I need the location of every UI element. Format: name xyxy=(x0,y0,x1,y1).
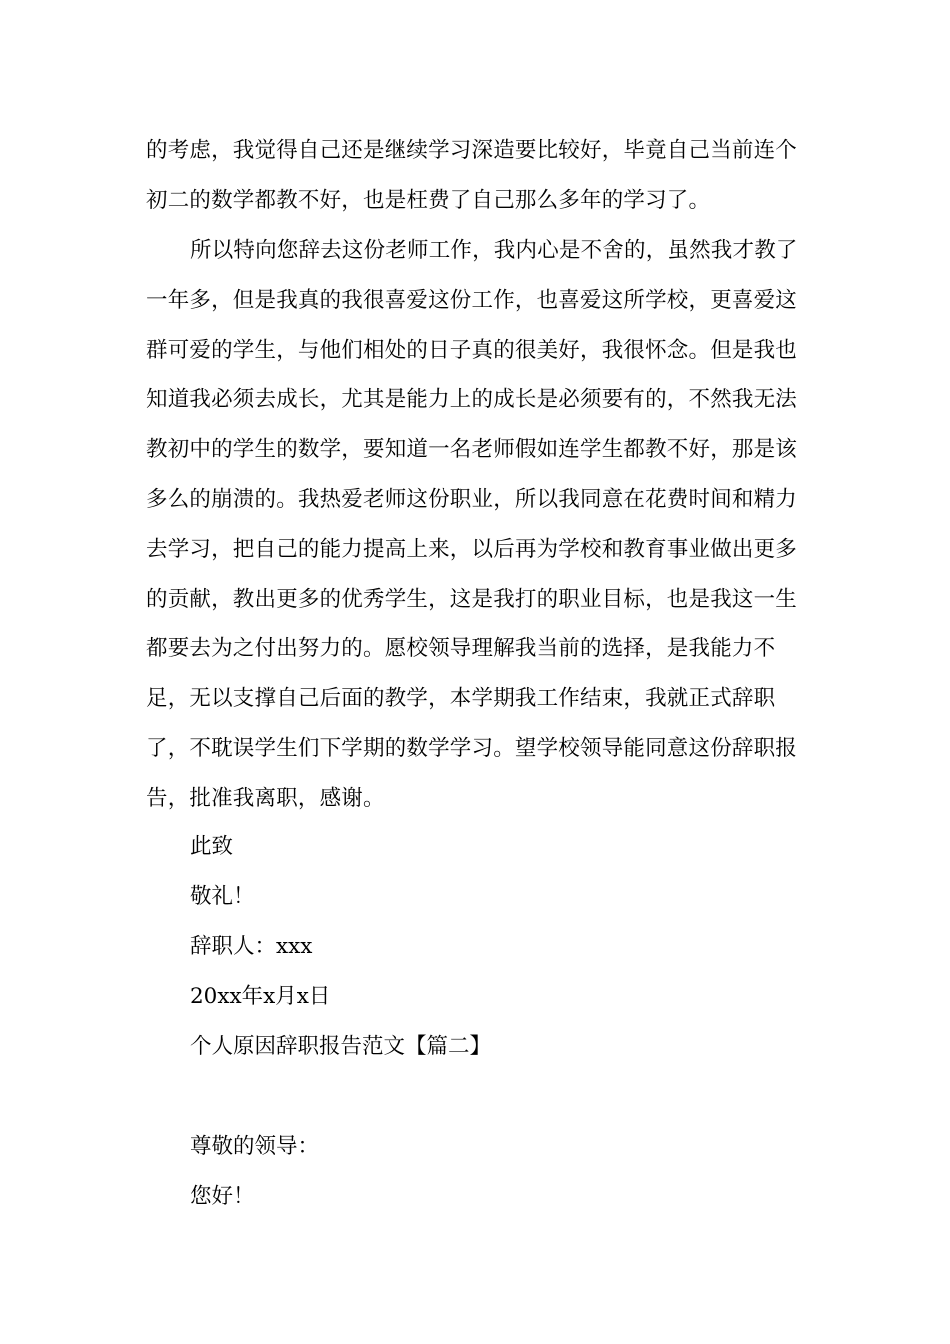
closing-line-2: 敬礼！ xyxy=(190,884,255,909)
salutation-line: 尊敬的领导： xyxy=(190,1134,320,1159)
paragraph-main: 所以特向您辞去这份老师工作，我内心是不舍的，虽然我才教了一年多，但是我真的我很喜爱这份工作，也喜爱这所学校，更喜爱这群可爱的学生，与他们相处的日子真的很美好，我很怀念。但是我也知道我必须去成长，尤其是能力上的成长是必须要有的，不然我无法教初中的学生的数学，要知道一名老师假如连学生都教不好，那是该多么的崩溃的。我热爱老师这份职业，所以我同意在花费时间和精力去学习，把自己的能力提高上来，以后再为学校和教育事业做出更多的贡献，教出更多的优秀学生，这是我打的职业目标，也是我这一生都要去为之付出努力的。愿校领导理解我当前的选择，是我能力不足，无以支撑自己后面的教学，本学期我工作结束，我就正式辞职了，不耽误学生们下学期的数学学习。望学校领导能同意这份辞职报告，批准我离职，感谢。 xyxy=(146,238,798,811)
section-title: 个人原因辞职报告范文【篇二】 xyxy=(190,1034,492,1059)
paragraph-continuation: 的考虑，我觉得自己还是继续学习深造要比较好，毕竟自己当前连个初二的数学都教不好，也是枉费了自己那么多年的学习了。 xyxy=(146,138,798,213)
greeting-line: 您好！ xyxy=(190,1184,255,1209)
closing-line-1: 此致 xyxy=(190,834,234,859)
signature-line: 辞职人：xxx xyxy=(190,934,313,959)
date-line: 20xx年x月x日 xyxy=(190,984,331,1009)
